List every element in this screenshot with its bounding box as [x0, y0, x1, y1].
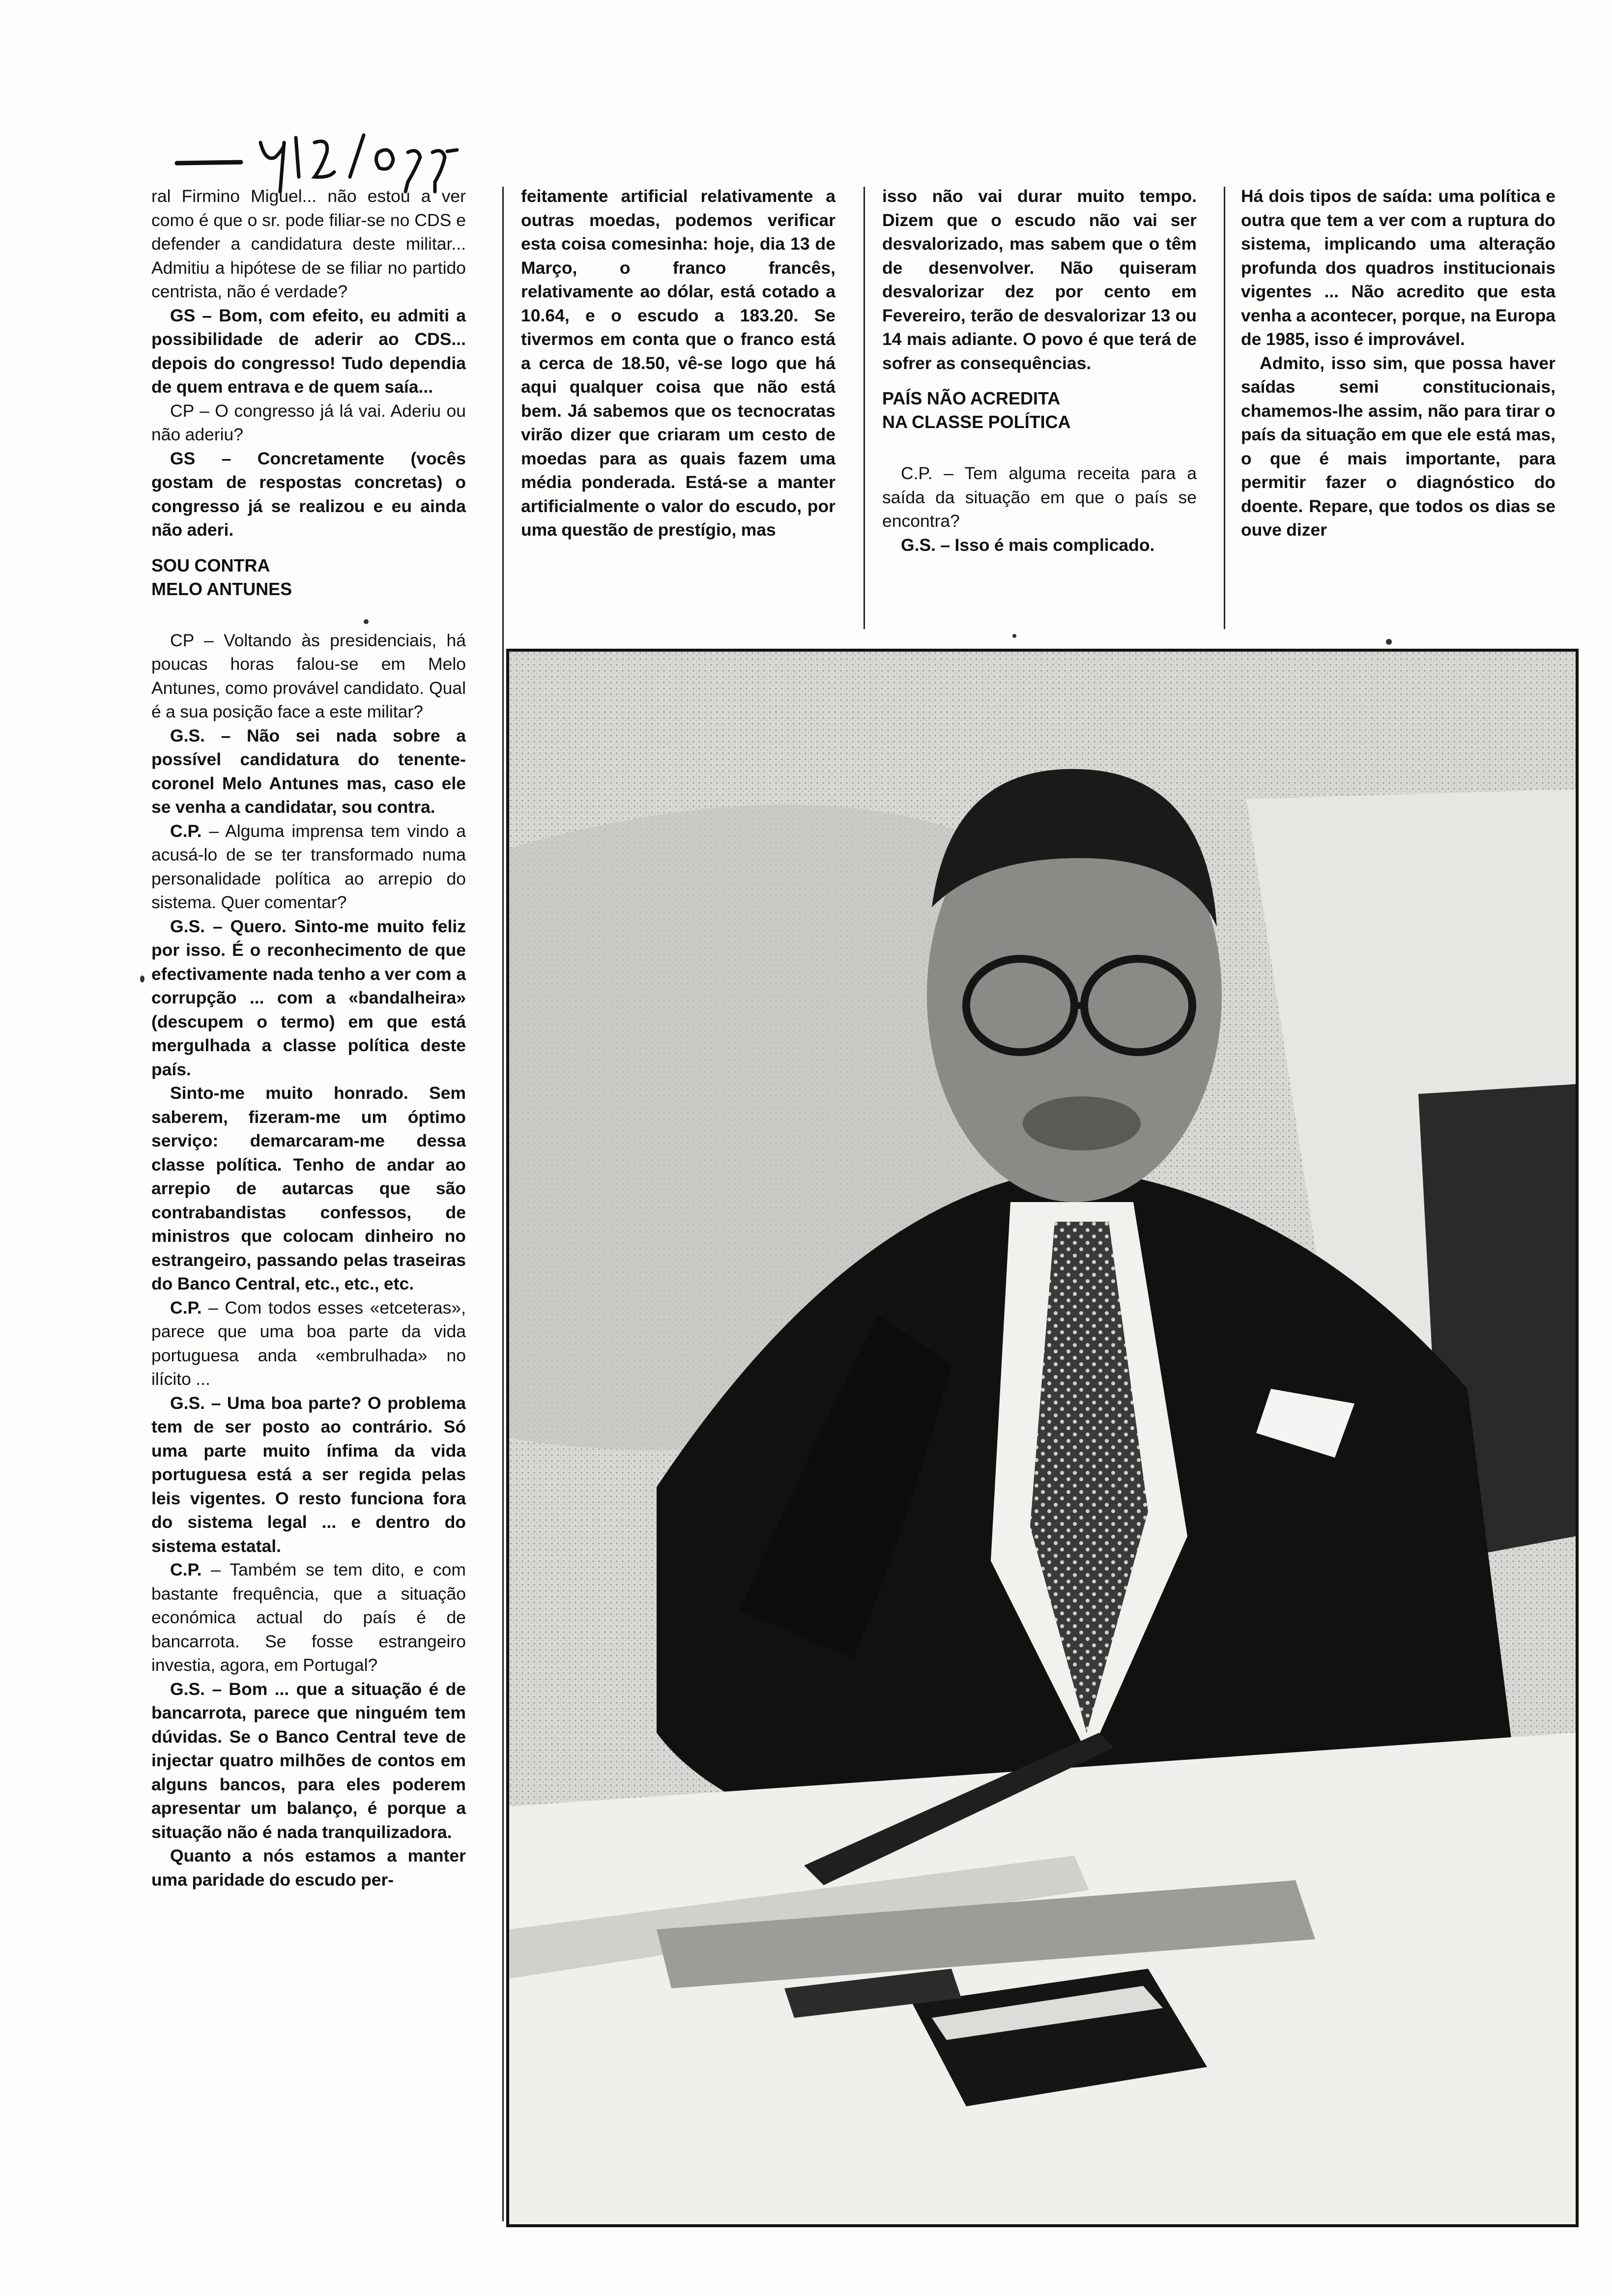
column-divider	[864, 187, 865, 629]
paragraph: isso não vai durar muito tempo. Dizem que o escudo não vai ser desvalorizado, mas sabem que o têm de desenvolver. Não quiseram desvalorizar dez por cento em Fevereiro, terão de desvalorizar 13 ou 14 mais adiante. O povo é que terá de sofrer as consequências.	[882, 186, 1197, 373]
paragraph: G.S. – Bom ... que a situação é de bancarrota, parece que ninguém tem dúvidas. Se o Banco Central teve de injectar quatro milhões de contos em alguns bancos, para eles poderem apresentar um balanço, é porque a situação não é nada tranquilizadora.	[151, 1679, 466, 1842]
paragraph: G.S. – Uma boa parte? O problema tem de ser posto ao contrário. Só uma parte muito ínfima da vida portuguesa está a ser regida pelas leis vigentes. O resto funciona fora do sistema legal ... e dentro do sistema estatal.	[151, 1393, 466, 1556]
question-text: – Com todos esses «etceteras», parece que uma boa parte da vida portuguesa anda «embrulhada» no ilícito ...	[151, 1297, 466, 1389]
speaker: C.P.	[170, 821, 202, 841]
column-divider	[502, 187, 504, 2221]
heading-line: PAÍS NÃO ACREDITA	[882, 388, 1061, 408]
print-speck	[1012, 634, 1016, 638]
print-speck	[1386, 639, 1392, 645]
heading-line: NA CLASSE POLÍTICA	[882, 412, 1071, 432]
section-heading	[882, 387, 1197, 434]
interview-photo	[506, 649, 1579, 2227]
print-speck	[140, 976, 144, 982]
paragraph: CP – O congresso já lá vai. Aderiu ou não aderiu?	[151, 401, 466, 444]
article-column-4	[1241, 184, 1555, 542]
question-text: – Também se tem dito, e com bastante frequência, que a situação económica actual do país é de bancarrota. Se fosse estrangeiro investia, agora, em Portugal?	[151, 1560, 466, 1675]
article-column-2	[521, 184, 835, 542]
paragraph	[151, 819, 466, 915]
speaker: C.P.	[170, 1297, 202, 1318]
paragraph	[151, 447, 466, 542]
paragraph: Há dois tipos de saída: uma política e outra que tem a ver com a ruptura do sistema, implicando uma alteração profunda dos quadros institucionais vigentes ... Não acredito que esta venha a acontecer, porque, na Europa de 1985, isso é improvável.	[1241, 186, 1555, 349]
print-speck	[364, 619, 369, 624]
paragraph: ral Firmino Miguel... não estou a ver como é que o sr. pode filiar-se no CDS e defender a candidatura deste militar... Admitiu a hipótese de se filiar no partido centrista, não é verdade?	[151, 186, 466, 301]
paragraph: CP – Voltando às presidenciais, há poucas horas falou-se em Melo Antunes, como provável candidato. Qual é a sua posição face a este militar?	[151, 630, 466, 721]
paragraph: Admito, isso sim, que possa haver saídas semi constitucionais, chamemos-lhe assim, não para tirar o país da situação em que ele está mas, o que é mais importante, para permitir fazer o diagnóstico do doente. Repare, que todos os dias se ouve dizer	[1241, 353, 1555, 540]
article-column-3	[882, 184, 1197, 557]
paragraph	[151, 304, 466, 399]
paragraph: G.S. – Não sei nada sobre a possível candidatura do tenente-coronel Melo Antunes mas, caso ele se venha a candidatar, sou contra.	[151, 725, 466, 817]
paragraph: Quanto a nós estamos a manter uma paridade do escudo per-	[151, 1846, 466, 1890]
answer-text: – Concretamente (vocês gostam de respostas concretas) o congresso já se realizou e eu ainda não aderi.	[151, 448, 466, 540]
paragraph: feitamente artificial relativamente a outras moedas, podemos verificar esta coisa comesinha: hoje, dia 13 de Março, o franco francês, relativamente ao dólar, está cotado a 10.64, e o escudo a 183.20. Se tivermos em conta que o franco está a cerca de 18.50, vê-se logo que há aqui qualquer coisa que não está bem. Já sabemos que os tecnocratas virão dizer que criaram um cesto de moedas para as quais fazem uma média ponderada. Está-se a manter artificialmente o valor do escudo, por uma questão de prestígio, mas	[521, 186, 835, 540]
column-divider	[1224, 187, 1225, 629]
paragraph: G.S. – Isso é mais complicado.	[901, 535, 1155, 555]
paragraph: C.P. – Tem alguma receita para a saída da situação em que o país se encontra?	[882, 463, 1197, 531]
speaker: C.P.	[170, 1560, 202, 1579]
paragraph: Sinto-me muito honrado. Sem saberem, fizeram-me um óptimo serviço: demarcaram-me dessa classe política. Tenho de andar ao arrepio de autarcas que são contrabandistas confessos, de ministros que colocam dinheiro no estrangeiro, passando pelas traseiras do Banco Central, etc., etc., etc.	[151, 1083, 466, 1293]
section-heading	[151, 554, 466, 601]
article-column-1	[151, 184, 466, 1892]
speaker: GS	[170, 448, 196, 468]
question-text: – Alguma imprensa tem vindo a acusá-lo de se ter transformado numa personalidade política ao arrepio do sistema. Quer comentar?	[151, 821, 466, 912]
paragraph	[151, 1558, 466, 1677]
heading-line: MELO ANTUNES	[151, 578, 292, 599]
speaker: GS	[170, 305, 196, 325]
heading-line: SOU CONTRA	[151, 555, 270, 575]
photo-illustration	[509, 652, 1576, 2224]
paragraph: G.S. – Quero. Sinto-me muito feliz por isso. É o reconhecimento de que efectivamente nada tenho a ver com a corrupção ... com a «bandalheira» (descupem o termo) em que está mergulhada a classe política deste país.	[151, 916, 466, 1079]
paragraph	[151, 1296, 466, 1391]
answer-text: – Bom, com efeito, eu admiti a possibilidade de aderir ao CDS... depois do congresso! Tudo dependia de quem entrava e de quem saía...	[151, 305, 466, 397]
